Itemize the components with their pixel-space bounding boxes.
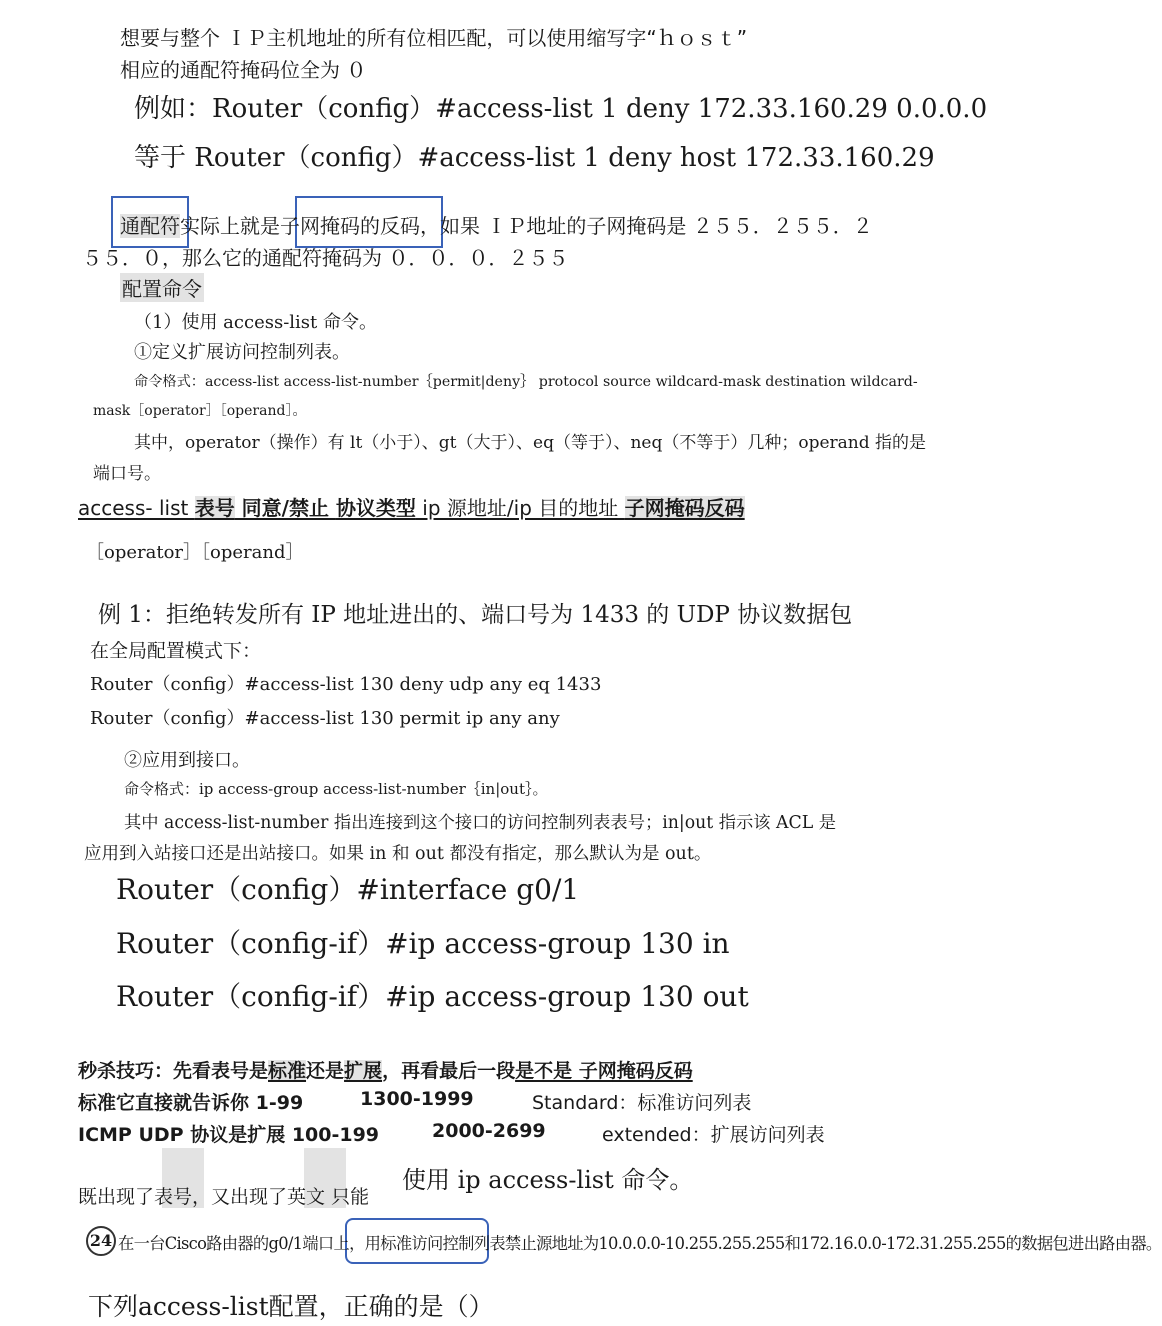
question-number-badge: 24 [86,1226,116,1256]
item-1a-heading: ①定义扩展访问控制列表。 [134,342,350,363]
access-group-desc-line-2: 应用到入站接口还是出站接口。如果 in 和 out 都没有指定，那么默认为是 out。 [84,844,712,864]
config-command-heading: 配置命令 [120,273,204,302]
intro-line-2: 相应的通配符掩码位全为 ０ [120,58,367,82]
tips-is-inverse-mask: 是不是 子网掩码反码 [515,1060,693,1082]
question-part-b: 用标准访问控制列表 [364,1234,505,1253]
tips-standard: 标准 [268,1060,307,1082]
access-group-format: 命令格式：ip access-group access-list-number｛in|out｝。 [124,780,548,798]
tips-standard-range-2: 1300-1999 [360,1088,474,1110]
item-1-heading: （1）使用 access-list 命令。 [134,312,377,333]
question-part-c: 禁止源地址为10.0.0.0-10.255.255.255和172.16.0.0-172.31.255.255的数据包进出路由器。 [504,1234,1162,1253]
intro-line-1: 想要与整个 ＩＰ主机地址的所有位相匹配，可以使用缩写字“ｈｏｓｔ” [120,26,748,50]
access-group-out-command: Router（config-if）#ip access-group 130 out [116,980,749,1013]
access-group-in-command: Router（config-if）#ip access-group 130 in [116,927,730,960]
tips-extended: 扩展 [344,1060,383,1082]
summary-inverse-mask: 子网掩码反码 [624,496,745,520]
wildcard-text-cont: ，如果 ＩＰ地址的子网掩码是 ２５５．２５５．２ [420,214,873,238]
tips-only: 只能 [325,1186,370,1208]
tips-prefix: 秒杀技巧：先看表号是 [78,1060,269,1082]
tips-english: 英文 [287,1186,326,1208]
question-text [118,1230,1162,1254]
access-list-summary [78,492,745,521]
format-line-2: mask［operator］［operand］。 [93,403,307,419]
tips-line-1 [78,1056,693,1083]
example-1-title: 例 1：拒绝转发所有 IP 地址进出的、端口号为 1433 的 UDP 协议数据包 [98,602,853,628]
access-group-desc-line-1: 其中 access-list-number 指出连接到这个接口的访问控制列表表号；in|out 指示该 ACL 是 [124,813,837,833]
term-wildcard: 通配符 [120,214,180,238]
wildcard-text: 实际上就是 [180,214,280,238]
example-command-line: 例如：Router（config）#access-list 1 deny 172.33.160.29 0.0.0.0 [134,94,988,124]
tips-standard-range: 标准它直接就告诉你 1-99 [78,1092,304,1114]
format-line-1: 命令格式：access-list access-list-number｛permit|deny｝ protocol source wildcard-mask destination wildcard- [134,374,918,390]
interface-command: Router（config）#interface g0/1 [116,873,580,906]
summary-addresses: ip 源地址/ip 目的地址 [415,496,625,520]
tips-both-2: ，又出现了 [192,1186,288,1208]
equal-command-line: 等于 Router（config）#access-list 1 deny host 172.33.160.29 [134,143,935,173]
tips-conclusion-line [78,1182,369,1209]
example-1-cmd-1: Router（config）#access-list 130 deny udp any eq 1433 [90,674,602,695]
wildcard-definition-line [120,210,873,239]
operator-desc-line-2: 端口号。 [93,464,161,484]
question-line-2: 下列access-list配置，正确的是（） [88,1292,494,1321]
global-config-mode: 在全局配置模式下： [90,640,262,662]
wildcard-definition-line-2: ５５．０，那么它的通配符掩码为 ０．０．０．２５５ [82,246,569,270]
item-2-heading: ②应用到接口。 [124,750,250,771]
tips-extended-range-2: 2000-2699 [432,1120,546,1142]
tips-use-ip-access-list: 使用 ip access-list 命令。 [402,1166,694,1194]
operator-operand-line: ［operator］［operand］ [86,542,304,563]
summary-access-list: access- list [78,496,195,520]
tips-table-number: 表号 [154,1186,193,1208]
tips-or: 还是 [306,1060,345,1082]
tips-both-1: 既出现了 [78,1186,155,1208]
question-part-a: 在一台Cisco路由器的g0/1端口上， [118,1234,365,1253]
operator-desc-line-1: 其中，operator（操作）有 lt（小于）、gt（大于）、eq（等于）、neq（不等于）几种；operand 指的是 [134,433,927,453]
summary-table-number: 表号 [194,496,235,520]
tips-last-segment: ，再看最后一段 [382,1060,516,1082]
term-inverse-mask: 子网掩码的反码 [280,214,420,238]
example-1-cmd-2: Router（config）#access-list 130 permit ip any any [90,708,560,729]
summary-protocol: 协议类型 [335,496,416,520]
tips-extended-range: ICMP UDP 协议是扩展 100-199 [78,1124,380,1146]
summary-permit-deny: 同意/禁止 [234,496,336,520]
tips-extended-label: extended：扩展访问列表 [602,1124,825,1146]
tips-standard-label: Standard：标准访问列表 [532,1092,752,1114]
